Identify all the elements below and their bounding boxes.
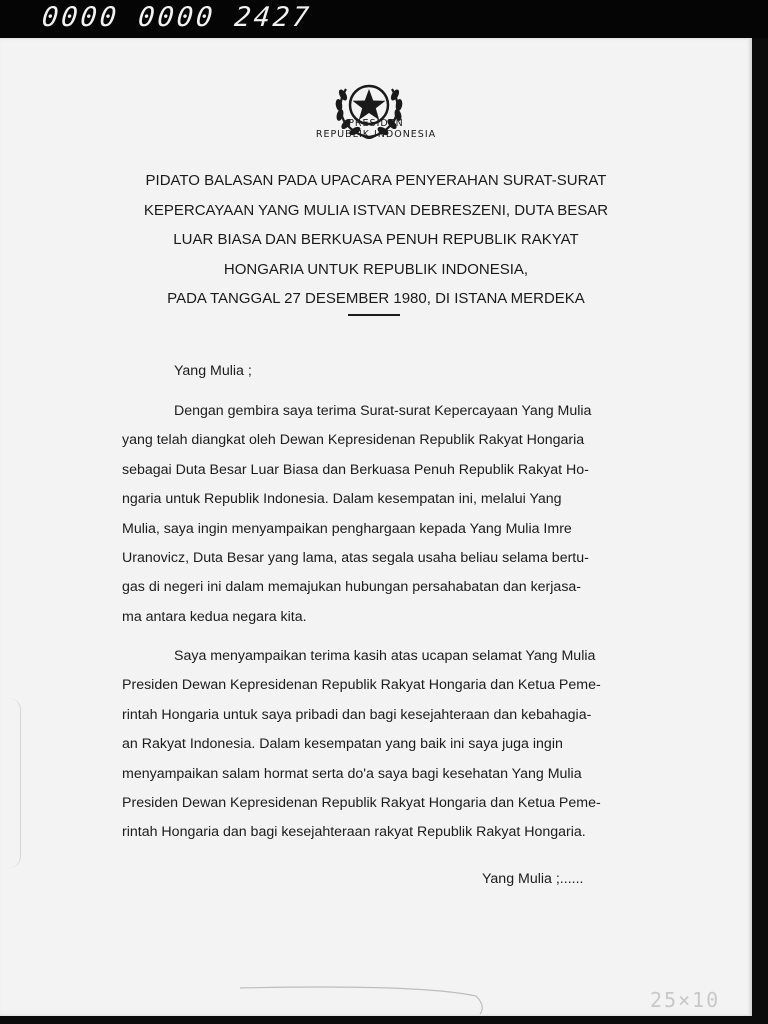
letterhead-line-1: PRESIDEN	[348, 118, 404, 129]
paragraph-line: an Rakyat Indonesia. Dalam kesempatan yang baik ini saya juga ingin	[122, 736, 563, 753]
document-page	[0, 38, 752, 1016]
paragraph-line: Presiden Dewan Kepresidenan Republik Rakyat Hongaria dan Ketua Peme-	[122, 677, 601, 694]
film-bottom-border	[0, 1016, 768, 1024]
title-line: HONGARIA UNTUK REPUBLIK INDONESIA,	[223, 260, 529, 278]
paragraph-line: sebagai Duta Besar Luar Biasa dan Berkuasa Penuh Republik Rakyat Ho-	[122, 461, 589, 478]
paragraph-line: ngaria untuk Republik Indonesia. Dalam kesempatan ini, melalui Yang	[122, 491, 562, 508]
frame-number: 0000 0000 2427	[40, 2, 314, 33]
paragraph-line: Dengan gembira saya terima Surat-surat Kepercayaan Yang Mulia	[174, 403, 592, 419]
paragraph-line: Mulia, saya ingin menyampaikan penghargaan kepada Yang Mulia Imre	[122, 520, 572, 537]
speech-title	[0, 166, 752, 314]
paragraph-line: Saya menyampaikan terima kasih atas ucapan selamat Yang Mulia	[174, 648, 596, 664]
paragraph-line: yang telah diangkat oleh Dewan Kepresidenan Republik Rakyat Hongaria	[122, 432, 585, 449]
letterhead-line-2: REPUBLIK INDONESIA	[315, 129, 437, 140]
paragraph-line: rintah Hongaria dan bagi kesejahteraan rakyat Republik Rakyat Hongaria.	[122, 824, 586, 841]
title-line: PIDATO BALASAN PADA UPACARA PENYERAHAN SURAT-SURAT	[145, 172, 607, 189]
paragraph-line: rintah Hongaria untuk saya pribadi dan bagi kesejahteraan dan kebahagia-	[122, 706, 592, 723]
title-underline	[348, 314, 400, 316]
paragraph-line: Presiden Dewan Kepresidenan Republik Rakyat Hongaria dan Ketua Peme-	[122, 795, 601, 812]
paragraph-line: ma antara kedua negara kita.	[122, 608, 307, 625]
scan-artifact-curve	[240, 976, 490, 1016]
title-line: PADA TANGGAL 27 DESEMBER 1980, DI ISTANA MERDEKA	[167, 290, 585, 307]
salutation: Yang Mulia ;	[174, 363, 252, 379]
paragraph-line: Uranovicz, Duta Besar yang lama, atas segala usaha beliau selama bertu-	[122, 550, 589, 567]
closing-salutation: Yang Mulia ;......	[482, 871, 584, 887]
corner-page-mark: 25×10	[650, 988, 721, 1012]
film-right-border	[752, 38, 768, 1024]
scan-artifact-edge	[0, 698, 21, 868]
paragraph-2	[122, 642, 634, 848]
paragraph-1	[122, 397, 634, 632]
title-line: LUAR BIASA DAN BERKUASA PENUH REPUBLIK RAKYAT	[173, 231, 579, 248]
paragraph-line: gas di negeri ini dalam memajukan hubungan persahabatan dan kerjasa-	[122, 579, 582, 596]
title-line: KEPERCAYAAN YANG MULIA ISTVAN DEBRESZENI, DUTA BESAR	[143, 201, 609, 219]
film-strip-header	[0, 0, 768, 38]
paragraph-line: menyampaikan salam hormat serta do'a saya bagi kesehatan Yang Mulia	[122, 765, 582, 782]
